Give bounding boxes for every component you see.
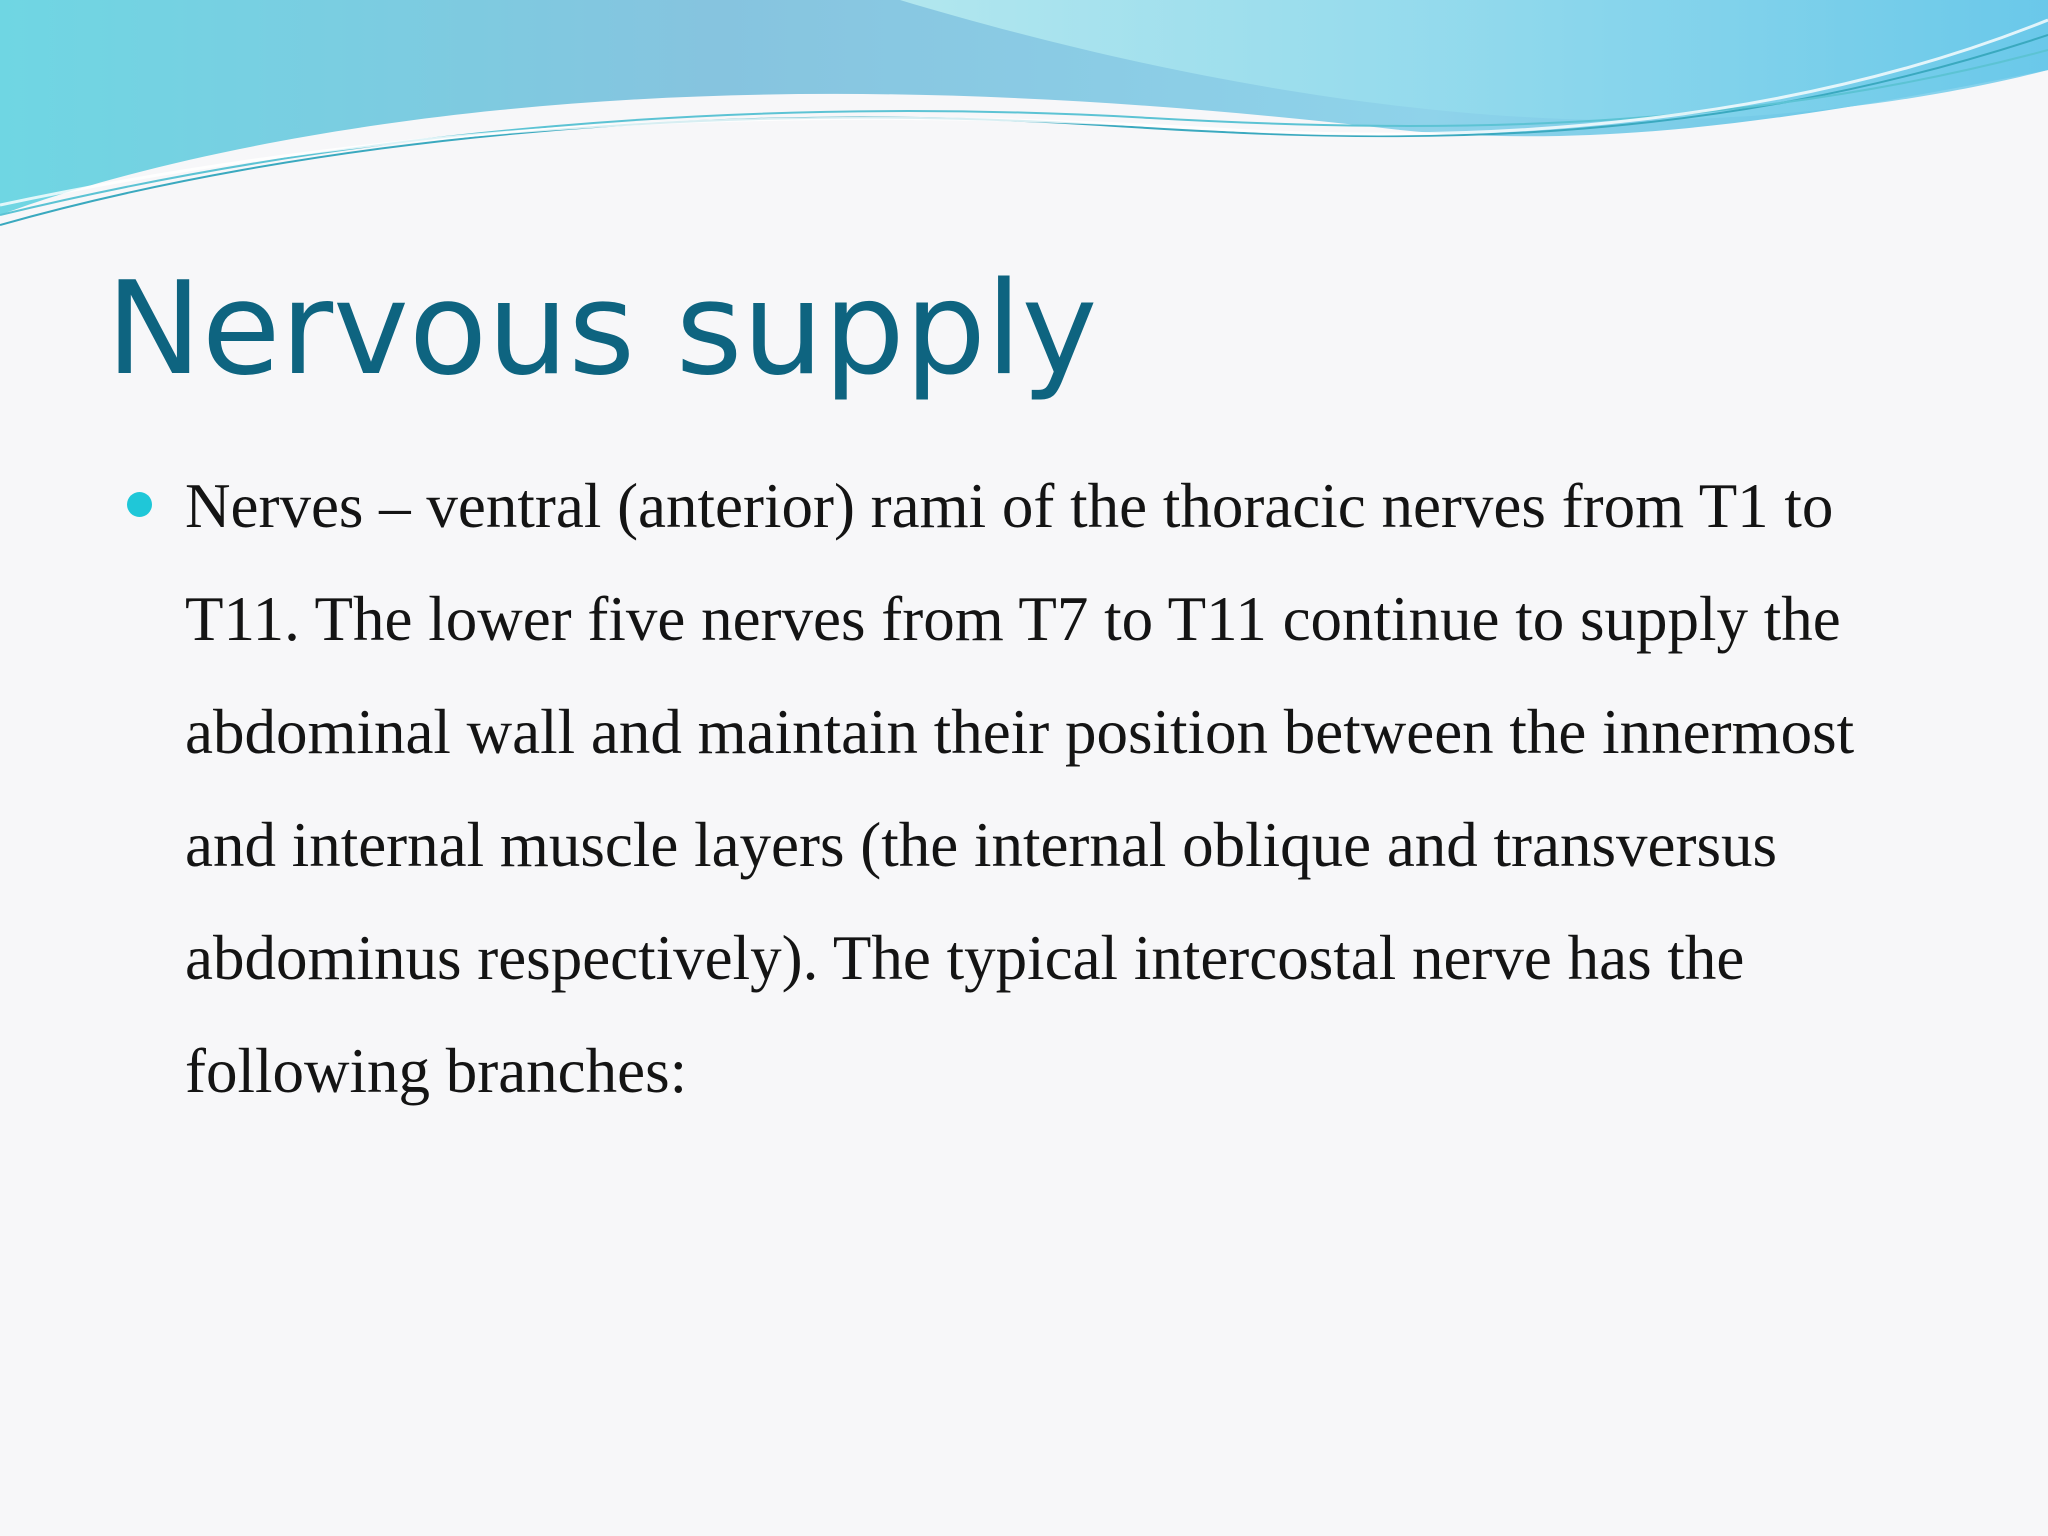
bullet-icon [127, 492, 152, 517]
header-wave-decoration [0, 0, 2048, 240]
bullet-text: Nerves – ventral (anterior) rami of the thoracic nerves from T1 to T11. The lower five nerves from T7 to T11 continue to supply the abdominal wall and maintain their position between the innermost and internal muscle layers (the internal oblique and transversus abdominus respectively). The typical intercostal nerve has the following branches: [185, 471, 1855, 1106]
slide-title: Nervous supply [106, 255, 1098, 404]
